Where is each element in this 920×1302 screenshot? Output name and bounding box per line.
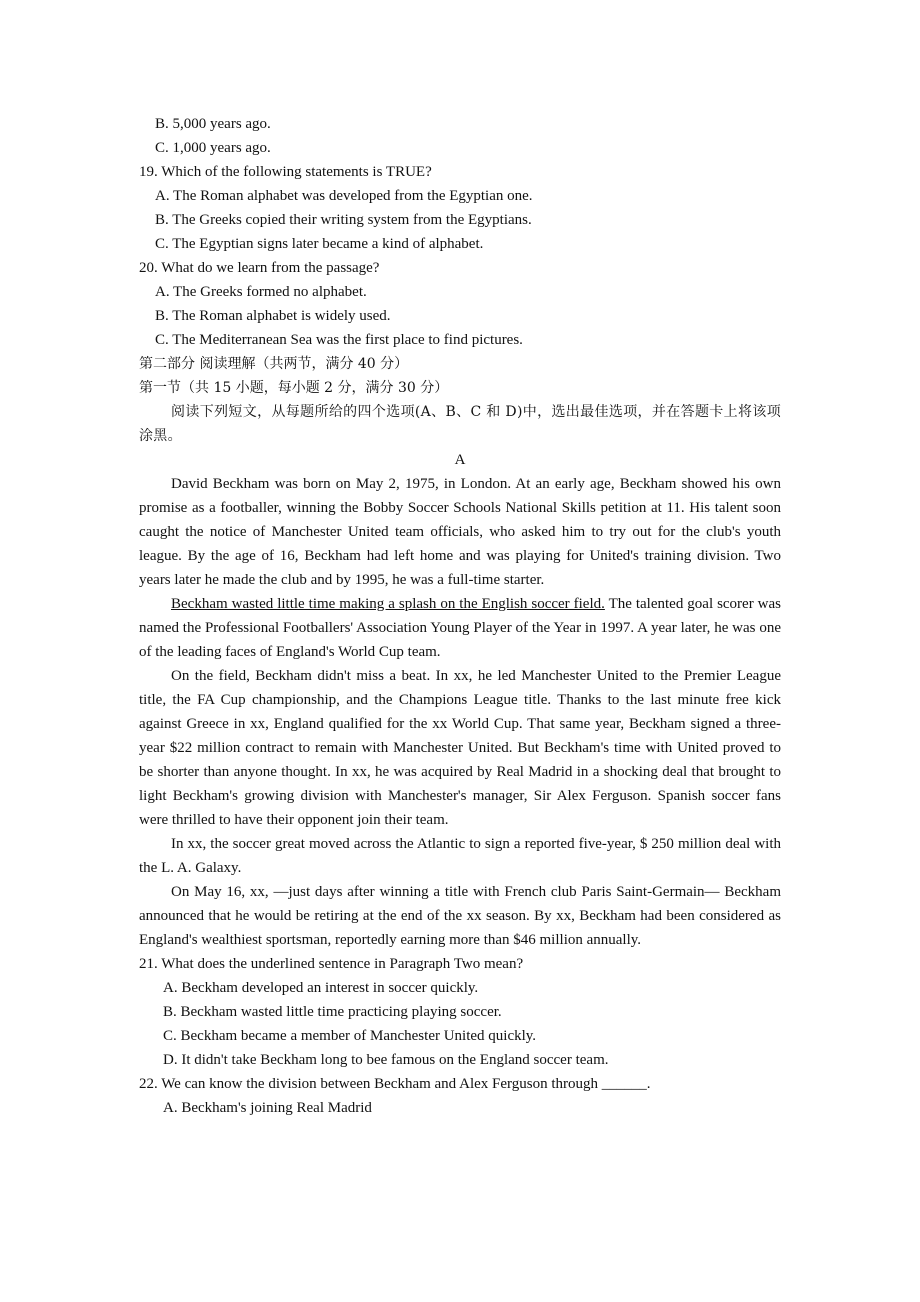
passage-label: A [454,452,466,468]
question-21-option-b: B. Beckham wasted little time practicing playing soccer. [163,1004,502,1020]
question-19-stem: 19. Which of the following statements is TRUE? [139,164,432,180]
question-20-option-a: A. The Greeks formed no alphabet. [155,284,367,300]
question-20-stem: 20. What do we learn from the passage? [139,260,380,276]
part-two-heading: 第二部分 阅读理解（共两节，满分 40 分） [139,356,409,372]
prev-question-option-b: B. 5,000 years ago. [155,116,271,132]
question-21-option-a: A. Beckham developed an interest in soccer quickly. [163,980,479,996]
passage-paragraph-3: On the field, Beckham didn't miss a beat. In xx, he led Manchester United to the Premier League title, the FA Cup championship, and the Champions League title. Thanks to the last minute free kick against Greece in xx, England qualified for the xx World Cup. That same year, Beckham signed a three-year $22 million contract to remain with Manchester United. But Beckham's time with United proved to be shorter than anyone thought. In xx, he was acquired by Real Madrid in a shocking deal that brought to light Beckham's growing division with Manchester's manager, Sir Alex Ferguson. Spanish soccer fans were thrilled to have their opponent join their team. [139,668,781,828]
question-20-option-b: B. The Roman alphabet is widely used. [155,308,391,324]
underlined-sentence: Beckham wasted little time making a splash on the English soccer field. [171,596,605,612]
passage-paragraph-2 [139,592,781,664]
exam-page [139,112,781,1120]
question-21-option-d: D. It didn't take Beckham long to bee famous on the England soccer team. [163,1052,609,1068]
instructions: 阅读下列短文，从每题所给的四个选项(A、B、C 和 D)中，选出最佳选项，并在答题卡上将该项涂黑。 [139,404,781,444]
question-19-option-a: A. The Roman alphabet was developed from the Egyptian one. [155,188,533,204]
question-19-option-b: B. The Greeks copied their writing system from the Egyptians. [155,212,532,228]
passage-paragraph-1: David Beckham was born on May 2, 1975, in London. At an early age, Beckham showed his own promise as a footballer, winning the Bobby Soccer Schools National Skills petition at 11. His talent soon caught the notice of Manchester United team officials, who asked him to try out for the club's youth league. By the age of 16, Beckham had left home and was playing for United's training division. Two years later he made the club and by 1995, he was a full-time starter. [139,476,781,588]
question-21-option-c: C. Beckham became a member of Manchester United quickly. [163,1028,537,1044]
question-21-stem: 21. What does the underlined sentence in Paragraph Two mean? [139,956,524,972]
paragraph-2-rest: The talented goal scorer was named the Professional Footballers' Association Young Player of the Year in 1997. A year later, he was one of the leading faces of England's World Cup team. [139,596,781,660]
question-20-option-c: C. The Mediterranean Sea was the first place to find pictures. [155,332,523,348]
question-22-option-a: A. Beckham's joining Real Madrid [163,1100,372,1116]
question-22-stem: 22. We can know the division between Beckham and Alex Ferguson through ______. [139,1076,651,1092]
question-19-option-c: C. The Egyptian signs later became a kind of alphabet. [155,236,484,252]
section-one-heading: 第一节（共 15 小题，每小题 2 分，满分 30 分） [139,380,449,396]
prev-question-option-c: C. 1,000 years ago. [155,140,271,156]
passage-paragraph-4: In xx, the soccer great moved across the Atlantic to sign a reported five-year, $ 250 million deal with the L. A. Galaxy. [139,836,781,876]
passage-paragraph-5: On May 16, xx, —just days after winning a title with French club Paris Saint-Germain— Beckham announced that he would be retiring at the end of the xx season. By xx, Beckham had been considered as England's wealthiest sportsman, reportedly earning more than $46 million annually. [139,884,781,948]
